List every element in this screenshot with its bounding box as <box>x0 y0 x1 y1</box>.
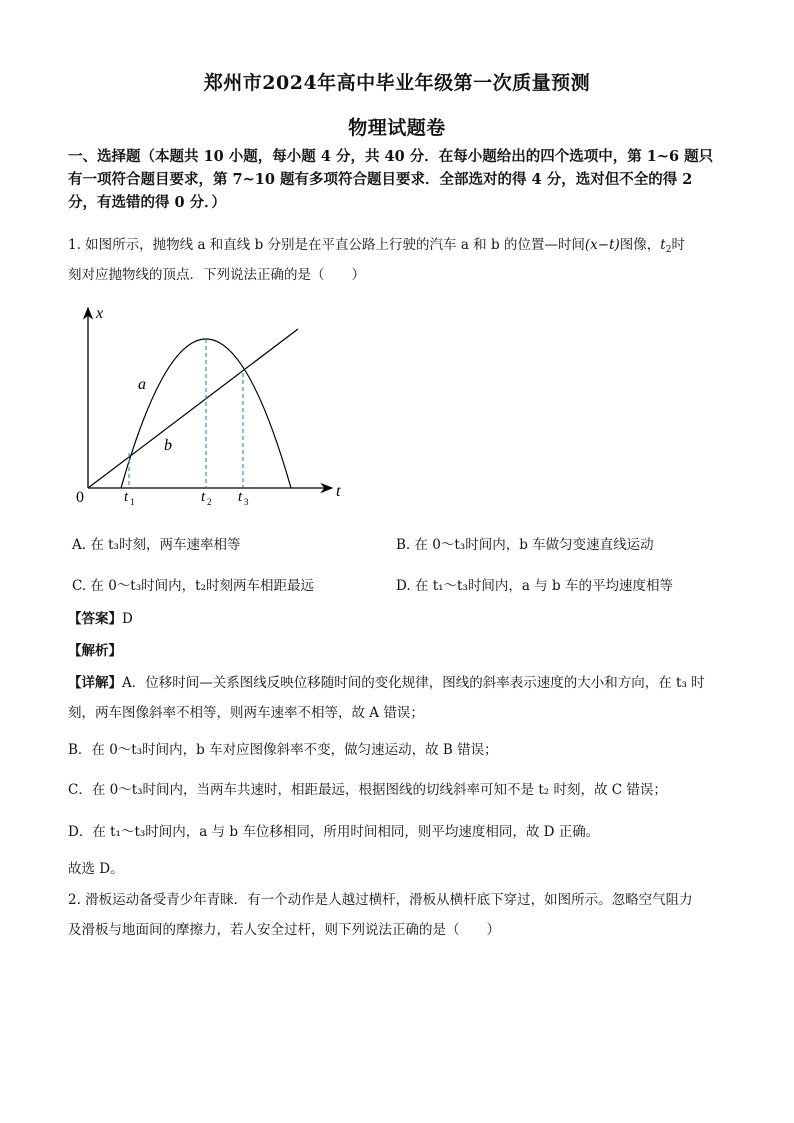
t1-tick-label: t <box>124 489 129 505</box>
line-b <box>88 329 298 488</box>
line-b-label: b <box>164 437 172 454</box>
t2-tick-sub: 2 <box>207 497 212 507</box>
detail-b: B．在 0～t₃时间内，b 车对应图像斜率不变，做匀速运动，故 B 错误； <box>68 742 498 758</box>
t3-tick-sub: 3 <box>244 497 249 507</box>
answer-tag: 【答案】 <box>68 611 122 627</box>
q1-stem-line2: 刻对应抛物线的顶点．下列说法正确的是（ ） <box>68 267 365 283</box>
q1-stem-t2: t <box>660 237 666 253</box>
detail-tag: 【详解】 <box>68 675 122 691</box>
t3-tick-label: t <box>238 489 243 505</box>
t2-tick-label: t <box>201 489 206 505</box>
page-title: 郑州市2024年高中毕业年级第一次质量预测 <box>203 72 591 94</box>
q2-stem-line2: 及滑板与地面间的摩擦力，若人安全过杆，则下列说法正确的是（ ） <box>68 922 500 938</box>
section-heading: 一、选择题（本题共 10 小题，每小题 4 分，共 40 分．在每小题给出的四个选项中，第 1~6 题只有一项符合题目要求，第 7~10 题有多项符合题目要求．全部选对的得 4 分，选对但不全的得 2 分，有选错的得 0 分．） <box>68 148 714 211</box>
detail-a-text: A．位移时间—关系图线反映位移随时间的变化规律，图线的斜率表示速度的大小和方向，在 t₃ 时 <box>122 675 705 691</box>
detail-a-line1 <box>68 672 728 694</box>
q1-option-c[interactable]: C. 在 0～t₃时间内，t₂时刻两车相距最远 <box>72 578 314 594</box>
q2-stem-line1: 2. 滑板运动备受青少年青睐．有一个动作是人越过横杆，滑板从横杆底下穿过，如图所示。忽略空气阻力 <box>68 892 693 908</box>
t1-tick-sub: 1 <box>130 497 135 507</box>
q1-stem-t2-sub: 2 <box>665 245 672 255</box>
q1-option-b[interactable]: B. 在 0～t₃时间内，b 车做匀变速直线运动 <box>396 537 654 553</box>
q1-stem-line1 <box>68 234 728 261</box>
q1-stem-text-end: 图像， <box>619 237 661 253</box>
q1-stem-text: 1. 如图所示，抛物线 a 和直线 b 分别是在平直公路上行驶的汽车 a 和 b 的位置—时间 <box>68 237 585 253</box>
detail-d: D．在 t₁～t₃时间内，a 与 b 车位移相同，所用时间相同，则平均速度相同，故 D 正确。 <box>68 824 600 840</box>
answer-value: D <box>122 611 133 627</box>
q1-stem-xt: (x−t) <box>584 237 620 253</box>
detail-a-line2: 刻，两车图像斜率不相等，则两车速率不相等，故 A 错误； <box>68 705 424 721</box>
detail-c: C．在 0～t₃时间内，当两车共速时，相距最远，根据图线的切线斜率可知不是 t₂ 时刻，故 C 错误； <box>68 782 667 798</box>
curve-a-label: a <box>138 376 146 393</box>
conclusion: 故选 D。 <box>68 861 124 877</box>
page-subtitle: 物理试题卷 <box>348 117 446 139</box>
q1-option-d[interactable]: D. 在 t₁～t₃时间内，a 与 b 车的平均速度相等 <box>396 578 673 594</box>
q1-xt-graph <box>60 298 360 513</box>
q1-answer <box>68 608 728 630</box>
q1-option-a[interactable]: A. 在 t₃时刻，两车速率相等 <box>72 537 241 553</box>
analysis-tag: 【解析】 <box>68 643 122 659</box>
x-axis-label: x <box>96 305 104 322</box>
t-axis-label: t <box>336 483 341 500</box>
origin-label: 0 <box>76 489 84 506</box>
q1-stem-tail: 时 <box>671 237 685 253</box>
